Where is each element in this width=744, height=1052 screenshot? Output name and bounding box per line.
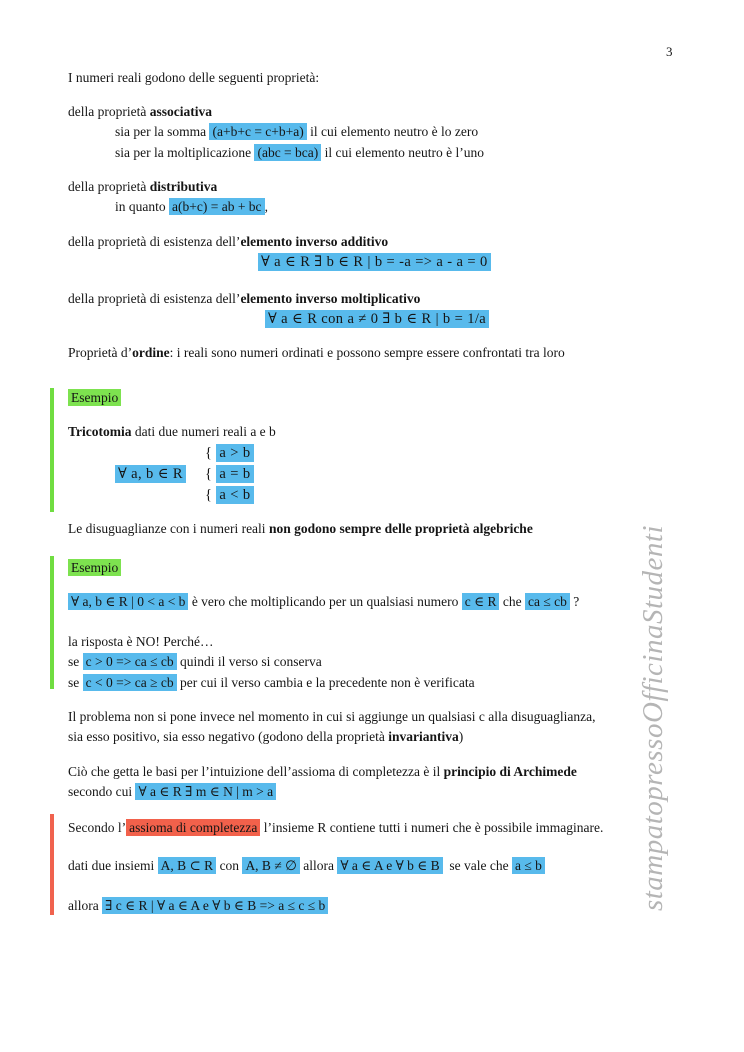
- highlighted-text: A, B ≠ ∅: [242, 857, 299, 874]
- text-segment: allora: [68, 898, 103, 913]
- highlighted-text: a = b: [216, 465, 253, 483]
- completeness-axiom-line: [68, 820, 603, 837]
- problem-line-2: [68, 729, 463, 746]
- example2-label: [68, 560, 121, 577]
- text-segment: I numeri reali godono delle seguenti proprietà:: [68, 70, 320, 85]
- example2-answer-1: [68, 634, 213, 651]
- highlighted-text: Esempio: [68, 559, 121, 576]
- text-segment: Proprietà d’: [68, 345, 133, 360]
- highlighted-text: ∀ a ∈ R con a ≠ 0 ∃ b ∈ R | b = 1/a: [265, 310, 489, 328]
- distributive-line: [115, 199, 268, 216]
- text-segment: ,: [264, 199, 268, 214]
- text-segment: distributiva: [149, 179, 218, 194]
- text-segment: ordine: [132, 345, 170, 360]
- text-segment: sia per la moltiplicazione: [115, 145, 255, 160]
- example2-question: [68, 594, 579, 611]
- text-segment: dati due insiemi: [68, 858, 158, 873]
- problem-line-1: [68, 709, 596, 726]
- page-number: 3: [666, 44, 673, 59]
- example2-answer-3: [68, 675, 475, 692]
- highlighted-text: a > b: [216, 444, 253, 462]
- text-segment: quindi il verso si conserva: [176, 654, 322, 669]
- text-segment: della proprietà: [68, 104, 150, 119]
- associative-mul-line: [115, 145, 484, 162]
- highlighted-text: c > 0 => ca ≤ cb: [83, 653, 177, 670]
- text-segment: secondo cui: [68, 784, 136, 799]
- highlighted-text: Esempio: [68, 389, 121, 406]
- text-segment: la risposta è NO! Perché…: [68, 634, 214, 649]
- text-segment: elemento inverso moltiplicativo: [240, 291, 421, 306]
- text-segment: elemento inverso additivo: [240, 234, 389, 249]
- inequalities-line: [68, 521, 533, 538]
- inverse-multiplicative-title: [68, 291, 420, 308]
- associative-title: [68, 104, 212, 121]
- text-segment: il cui elemento neutro è lo zero: [306, 124, 479, 139]
- text-segment: se: [68, 654, 83, 669]
- completeness-margin-bar: [50, 814, 54, 915]
- inverse-multiplicative-formula: [265, 310, 489, 328]
- highlighted-text: ca ≤ cb: [525, 593, 570, 610]
- highlighted-text: a < b: [216, 486, 253, 504]
- trichotomy-quantifier: [115, 465, 186, 483]
- text-segment: della proprietà di esistenza dell’: [68, 234, 241, 249]
- text-segment: sia esso positivo, sia esso negativo (godono della proprietà: [68, 729, 389, 744]
- inverse-additive-formula: [258, 253, 491, 271]
- highlighted-text: (abc = bca): [254, 144, 321, 161]
- archimedes-line-1: [68, 764, 577, 781]
- trichotomy-title: [68, 424, 276, 441]
- highlighted-text: ∃ c ∈ R | ∀ a ∈ A e ∀ b ∈ B => a ≤ c ≤ b: [102, 897, 328, 914]
- text-segment: principio di Archimede: [443, 764, 577, 779]
- associative-sum-line: [115, 124, 478, 141]
- watermark: stampatopressoOfficinaStudenti: [637, 524, 669, 912]
- highlighted-text: ∀ a ∈ A e ∀ b ∈ B: [337, 857, 442, 874]
- text-segment: con: [216, 858, 243, 873]
- text-segment: Le disuguaglianze con i numeri reali: [68, 521, 269, 536]
- example1-margin-bar: [50, 388, 54, 512]
- inverse-additive-title: [68, 234, 388, 251]
- highlighted-text: ∀ a ∈ R ∃ m ∈ N | m > a: [135, 783, 276, 800]
- text-segment: sia per la somma: [115, 124, 210, 139]
- highlighted-text: A, B ⊂ R: [158, 857, 217, 874]
- text-segment: della proprietà di esistenza dell’: [68, 291, 241, 306]
- intro-line: [68, 70, 319, 87]
- trichotomy-case-gt: [205, 444, 254, 462]
- text-segment: se: [68, 675, 83, 690]
- text-segment: se vale che: [442, 858, 512, 873]
- text-segment: è vero che moltiplicando per un qualsiasi numero: [188, 594, 462, 609]
- highlighted-text: c < 0 => ca ≥ cb: [83, 674, 177, 691]
- highlighted-text: c ∈ R: [462, 593, 500, 610]
- highlighted-text: ∀ a ∈ R ∃ b ∈ R | b = -a => a - a = 0: [258, 253, 491, 271]
- highlighted-text: a ≤ b: [512, 857, 545, 874]
- highlighted-text: assioma di completezza: [126, 819, 260, 836]
- text-segment: {: [205, 445, 217, 461]
- text-segment: Secondo l’: [68, 820, 127, 835]
- text-segment: Ciò che getta le basi per l’intuizione dell’assioma di completezza è il: [68, 764, 444, 779]
- text-segment: della proprietà: [68, 179, 150, 194]
- text-segment: : i reali sono numeri ordinati e possono sempre essere confrontati tra loro: [169, 345, 565, 360]
- trichotomy-case-eq: [205, 465, 254, 483]
- order-property-line: [68, 345, 565, 362]
- conclusion-line: [68, 898, 328, 915]
- trichotomy-case-lt: [205, 486, 254, 504]
- highlighted-text: ∀ a, b ∈ R: [115, 465, 186, 483]
- text-segment: Il problema non si pone invece nel momento in cui si aggiunge un qualsiasi c alla disuguaglianza,: [68, 709, 596, 724]
- text-segment: Tricotomia: [68, 424, 132, 439]
- text-segment: il cui elemento neutro è l’uno: [321, 145, 484, 160]
- text-segment: allora: [299, 858, 338, 873]
- text-segment: ?: [569, 594, 580, 609]
- text-segment: non godono sempre delle proprietà algebriche: [268, 521, 533, 536]
- archimedes-line-2: [68, 784, 276, 801]
- highlighted-text: a(b+c) = ab + bc: [169, 198, 265, 215]
- highlighted-text: (a+b+c = c+b+a): [209, 123, 306, 140]
- text-segment: in quanto: [115, 199, 169, 214]
- text-segment: {: [205, 487, 217, 503]
- text-segment: ): [458, 729, 464, 744]
- text-segment: {: [205, 466, 217, 482]
- distributive-title: [68, 179, 217, 196]
- example2-answer-2: [68, 654, 322, 671]
- text-segment: per cui il verso cambia e la precedente non è verificata: [176, 675, 475, 690]
- text-segment: associativa: [149, 104, 212, 119]
- text-segment: l’insieme R contiene tutti i numeri che è possibile immaginare.: [260, 820, 604, 835]
- example2-margin-bar: [50, 556, 54, 689]
- text-segment: che: [499, 594, 525, 609]
- highlighted-text: ∀ a, b ∈ R | 0 < a < b: [68, 593, 188, 610]
- text-segment: dati due numeri reali a e b: [131, 424, 276, 439]
- example1-label: [68, 390, 121, 407]
- two-sets-line: [68, 858, 545, 875]
- text-segment: invariantiva: [388, 729, 459, 744]
